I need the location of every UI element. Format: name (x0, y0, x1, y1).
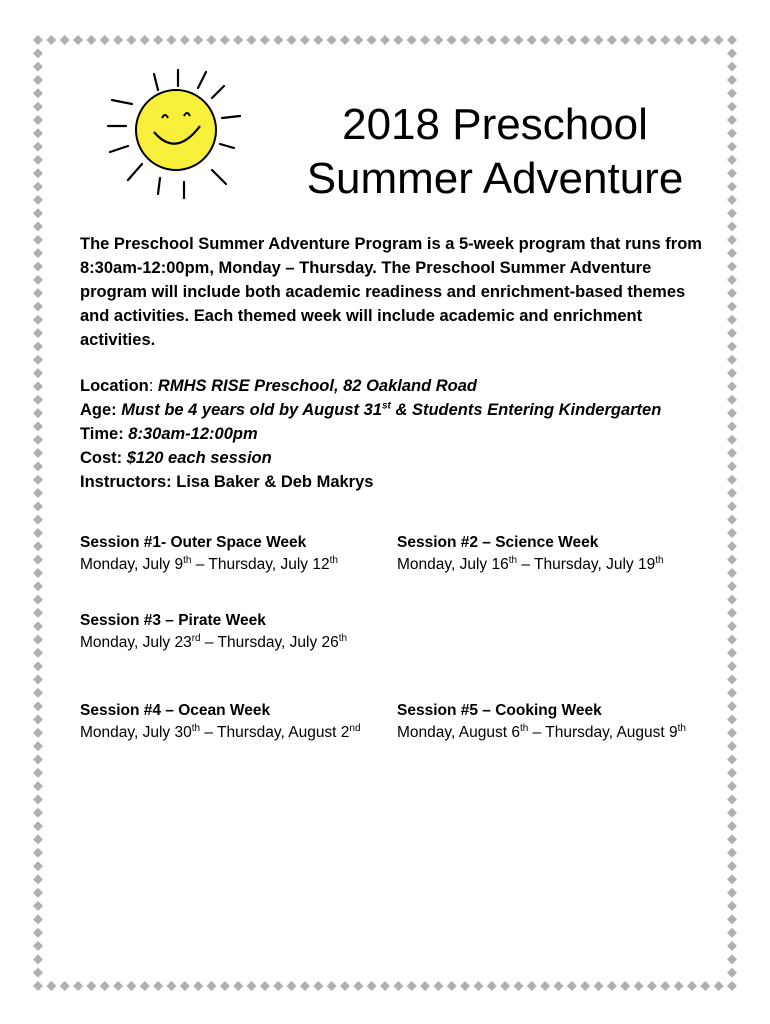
border-diamond (313, 981, 323, 991)
border-diamond (393, 35, 403, 45)
border-diamond (33, 728, 43, 738)
border-diamond (727, 728, 737, 738)
border-diamond (447, 35, 457, 45)
border-diamond (73, 35, 83, 45)
border-diamond (727, 808, 737, 818)
border-diamond (727, 102, 737, 112)
border-diamond (727, 208, 737, 218)
border-diamond (33, 555, 43, 565)
border-diamond (727, 62, 737, 72)
border-diamond (727, 581, 737, 591)
border-diamond (33, 515, 43, 525)
border-diamond (33, 62, 43, 72)
border-diamond (140, 981, 150, 991)
border-diamond (727, 75, 737, 85)
age-value-main: Must be 4 years old by August 31 (121, 401, 382, 419)
border-diamond (33, 102, 43, 112)
border-diamond (513, 981, 523, 991)
border-diamond (33, 834, 43, 844)
border-diamond (33, 395, 43, 405)
border-diamond (180, 981, 190, 991)
cost-row (80, 446, 720, 470)
border-diamond (727, 794, 737, 804)
border-diamond (727, 88, 737, 98)
border-diamond (473, 981, 483, 991)
border-diamond (33, 941, 43, 951)
border-diamond (33, 954, 43, 964)
border-diamond (540, 35, 550, 45)
title-line-1: 2018 Preschool (342, 100, 648, 149)
border-diamond (727, 515, 737, 525)
border-diamond (727, 275, 737, 285)
border-diamond (647, 981, 657, 991)
border-diamond (153, 35, 163, 45)
border-diamond (594, 35, 604, 45)
border-diamond (33, 861, 43, 871)
session-4 (80, 700, 400, 744)
border-diamond (33, 754, 43, 764)
border-diamond (727, 834, 737, 844)
instructors-label: Instructors: (80, 473, 177, 491)
border-diamond (727, 48, 737, 58)
border-diamond (33, 635, 43, 645)
session-dates: Monday, July 16th – Thursday, July 19th (397, 554, 664, 573)
border-diamond (727, 621, 737, 631)
border-diamond (727, 941, 737, 951)
border-diamond (727, 715, 737, 725)
border-diamond (727, 768, 737, 778)
session-dates: Monday, August 6th – Thursday, August 9th (397, 722, 686, 741)
border-diamond (46, 35, 56, 45)
border-diamond (33, 701, 43, 711)
age-label: Age: (80, 401, 122, 419)
border-diamond (33, 381, 43, 391)
border-diamond (727, 781, 737, 791)
border-diamond (714, 981, 724, 991)
border-diamond (447, 981, 457, 991)
border-diamond (113, 981, 123, 991)
border-diamond (727, 301, 737, 311)
border-diamond (33, 821, 43, 831)
border-diamond (33, 195, 43, 205)
border-diamond (727, 115, 737, 125)
border-diamond (727, 874, 737, 884)
border-diamond (33, 794, 43, 804)
border-diamond (260, 35, 270, 45)
border-diamond (340, 35, 350, 45)
border-diamond (567, 981, 577, 991)
border-diamond (727, 341, 737, 351)
border-diamond (727, 355, 737, 365)
session-title: Session #1- Outer Space Week (80, 534, 307, 551)
border-diamond (367, 35, 377, 45)
border-diamond (714, 35, 724, 45)
border-diamond (727, 848, 737, 858)
border-diamond (727, 195, 737, 205)
border-diamond (700, 35, 710, 45)
border-diamond (33, 848, 43, 858)
age-value-sup: st (381, 400, 391, 412)
border-diamond (260, 981, 270, 991)
page-title (275, 98, 715, 206)
border-diamond (487, 35, 497, 45)
border-diamond (300, 35, 310, 45)
border-diamond (727, 528, 737, 538)
border-diamond (33, 115, 43, 125)
border-diamond (33, 581, 43, 591)
border-diamond (367, 981, 377, 991)
session-dates: Monday, July 30th – Thursday, August 2nd (80, 722, 361, 741)
session-3 (80, 610, 400, 654)
border-diamond (727, 128, 737, 138)
border-diamond (33, 328, 43, 338)
border-diamond (33, 128, 43, 138)
session-title: Session #4 – Ocean Week (80, 702, 271, 719)
border-diamond (727, 901, 737, 911)
border-diamond (554, 35, 564, 45)
border-diamond (433, 35, 443, 45)
border-diamond (33, 461, 43, 471)
border-diamond (100, 981, 110, 991)
border-diamond (33, 435, 43, 445)
border-diamond (660, 981, 670, 991)
border-diamond (33, 501, 43, 511)
border-diamond (33, 168, 43, 178)
border-diamond (727, 155, 737, 165)
time-label: Time: (80, 425, 129, 443)
instructors-value: Lisa Baker & Deb Makrys (176, 473, 374, 491)
border-diamond (33, 874, 43, 884)
border-diamond (540, 981, 550, 991)
location-row (80, 374, 720, 398)
border-diamond (33, 262, 43, 272)
border-diamond (33, 901, 43, 911)
border-diamond (33, 488, 43, 498)
border-diamond (73, 981, 83, 991)
border-diamond (527, 35, 537, 45)
border-diamond (233, 35, 243, 45)
border-diamond (554, 981, 564, 991)
border-diamond (580, 981, 590, 991)
program-details (80, 374, 720, 494)
border-diamond (634, 35, 644, 45)
session-title: Session #2 – Science Week (397, 534, 599, 551)
border-diamond (353, 981, 363, 991)
border-diamond (33, 741, 43, 751)
border-diamond (86, 981, 96, 991)
border-diamond (33, 475, 43, 485)
border-diamond (33, 448, 43, 458)
session-1 (80, 532, 400, 576)
border-diamond (727, 235, 737, 245)
border-diamond (33, 75, 43, 85)
border-diamond (727, 741, 737, 751)
border-diamond (393, 981, 403, 991)
border-diamond (420, 981, 430, 991)
border-diamond (33, 35, 43, 45)
border-diamond (60, 35, 70, 45)
border-diamond (126, 35, 136, 45)
border-diamond (727, 328, 737, 338)
border-diamond (674, 35, 684, 45)
border-diamond (727, 501, 737, 511)
border-diamond (727, 568, 737, 578)
session-dates: Monday, July 9th – Thursday, July 12th (80, 554, 338, 573)
border-diamond (140, 35, 150, 45)
border-diamond (727, 408, 737, 418)
border-diamond (727, 541, 737, 551)
border-diamond (166, 35, 176, 45)
border-diamond (100, 35, 110, 45)
border-diamond (33, 888, 43, 898)
border-diamond (727, 968, 737, 978)
border-diamond (287, 981, 297, 991)
border-diamond (33, 688, 43, 698)
border-diamond (33, 981, 43, 991)
age-value (121, 401, 661, 419)
border-diamond (620, 35, 630, 45)
title-line-2: Summer Adventure (306, 154, 684, 203)
border-diamond (220, 981, 230, 991)
border-diamond (407, 981, 417, 991)
cost-label: Cost: (80, 449, 127, 467)
border-diamond (207, 35, 217, 45)
border-diamond (700, 981, 710, 991)
border-diamond (273, 981, 283, 991)
border-diamond (380, 35, 390, 45)
border-diamond (113, 35, 123, 45)
border-diamond (727, 381, 737, 391)
border-diamond (33, 968, 43, 978)
border-diamond (527, 981, 537, 991)
border-diamond (727, 315, 737, 325)
border-diamond (460, 981, 470, 991)
border-diamond (166, 981, 176, 991)
border-diamond (727, 421, 737, 431)
border-diamond (513, 35, 523, 45)
border-diamond (287, 35, 297, 45)
intro-paragraph: The Preschool Summer Adventure Program is a 5-week program that runs from 8:30am-12:00pm, Monday – Thursday. The Preschool Summer Adventure program will include both academic readiness and enrichment-based themes and activities. Each themed week will include academic and enrichment activities. (80, 235, 702, 349)
border-diamond (420, 35, 430, 45)
border-diamond (193, 981, 203, 991)
border-diamond (33, 48, 43, 58)
border-diamond (33, 368, 43, 378)
border-diamond (33, 341, 43, 351)
border-diamond (674, 981, 684, 991)
border-diamond (500, 35, 510, 45)
border-diamond (607, 981, 617, 991)
border-diamond (727, 648, 737, 658)
border-diamond (727, 475, 737, 485)
border-diamond (727, 461, 737, 471)
border-diamond (727, 635, 737, 645)
border-diamond (33, 781, 43, 791)
border-diamond (273, 35, 283, 45)
border-diamond (727, 368, 737, 378)
border-diamond (380, 981, 390, 991)
border-diamond (33, 88, 43, 98)
border-diamond (33, 288, 43, 298)
border-diamond (727, 914, 737, 924)
border-diamond (727, 608, 737, 618)
border-diamond (727, 168, 737, 178)
border-diamond (33, 235, 43, 245)
border-diamond (86, 35, 96, 45)
border-diamond (33, 528, 43, 538)
border-diamond (727, 661, 737, 671)
border-diamond (340, 981, 350, 991)
border-diamond (33, 675, 43, 685)
border-diamond (727, 888, 737, 898)
border-diamond (727, 981, 737, 991)
border-diamond (247, 981, 257, 991)
border-diamond (727, 954, 737, 964)
border-diamond (727, 182, 737, 192)
border-diamond (33, 621, 43, 631)
instructors-row (80, 470, 720, 494)
border-diamond (647, 35, 657, 45)
border-diamond (33, 208, 43, 218)
border-diamond (727, 448, 737, 458)
border-diamond (727, 222, 737, 232)
border-diamond (460, 35, 470, 45)
time-value: 8:30am-12:00pm (128, 425, 258, 443)
border-diamond (33, 715, 43, 725)
location-label: Location (80, 377, 149, 395)
border-diamond (33, 928, 43, 938)
border-diamond (46, 981, 56, 991)
border-diamond (33, 182, 43, 192)
time-row (80, 422, 720, 446)
border-diamond (407, 35, 417, 45)
border-diamond (727, 595, 737, 605)
border-diamond (727, 395, 737, 405)
border-diamond (727, 488, 737, 498)
border-diamond (60, 981, 70, 991)
border-diamond (327, 981, 337, 991)
border-diamond (727, 262, 737, 272)
border-diamond (433, 981, 443, 991)
border-diamond (207, 981, 217, 991)
border-diamond (300, 981, 310, 991)
session-title: Session #5 – Cooking Week (397, 702, 602, 719)
border-diamond (500, 981, 510, 991)
border-diamond (180, 35, 190, 45)
border-diamond (327, 35, 337, 45)
border-diamond (33, 808, 43, 818)
border-diamond (660, 35, 670, 45)
border-diamond (33, 541, 43, 551)
border-diamond (353, 35, 363, 45)
border-diamond (727, 688, 737, 698)
location-value: RMHS RISE Preschool, 82 Oakland Road (157, 377, 478, 395)
age-row (80, 398, 720, 422)
border-diamond (247, 35, 257, 45)
border-diamond (727, 142, 737, 152)
border-diamond (33, 595, 43, 605)
location-sep: : (148, 377, 158, 395)
border-diamond (727, 35, 737, 45)
border-diamond (727, 821, 737, 831)
border-diamond (33, 408, 43, 418)
border-diamond (33, 142, 43, 152)
cost-value: $120 each session (126, 449, 272, 467)
border-diamond (727, 754, 737, 764)
border-diamond (727, 928, 737, 938)
border-diamond (126, 981, 136, 991)
border-diamond (594, 981, 604, 991)
border-diamond (33, 421, 43, 431)
border-diamond (634, 981, 644, 991)
age-value-rest: & Students Entering Kindergarten (390, 401, 662, 419)
border-diamond (33, 608, 43, 618)
session-5 (397, 700, 717, 744)
border-diamond (33, 275, 43, 285)
border-diamond (607, 35, 617, 45)
border-diamond (727, 555, 737, 565)
border-diamond (33, 768, 43, 778)
border-diamond (687, 981, 697, 991)
border-diamond (33, 648, 43, 658)
border-diamond (33, 914, 43, 924)
border-diamond (473, 35, 483, 45)
border-diamond (313, 35, 323, 45)
border-diamond (153, 981, 163, 991)
border-diamond (33, 568, 43, 578)
session-dates: Monday, July 23rd – Thursday, July 26th (80, 632, 348, 651)
border-diamond (727, 248, 737, 258)
border-diamond (727, 861, 737, 871)
border-diamond (727, 288, 737, 298)
border-diamond (220, 35, 230, 45)
border-diamond (233, 981, 243, 991)
border-diamond (687, 35, 697, 45)
border-diamond (727, 435, 737, 445)
border-diamond (33, 355, 43, 365)
border-diamond (567, 35, 577, 45)
border-diamond (193, 35, 203, 45)
border-diamond (487, 981, 497, 991)
border-diamond (33, 248, 43, 258)
border-diamond (580, 35, 590, 45)
border-diamond (33, 222, 43, 232)
border-diamond (727, 675, 737, 685)
border-diamond (33, 301, 43, 311)
border-diamond (33, 315, 43, 325)
sun-icon (98, 62, 266, 212)
session-2 (397, 532, 717, 576)
border-diamond (33, 661, 43, 671)
session-title: Session #3 – Pirate Week (80, 612, 266, 629)
border-diamond (620, 981, 630, 991)
border-diamond (727, 701, 737, 711)
border-diamond (33, 155, 43, 165)
